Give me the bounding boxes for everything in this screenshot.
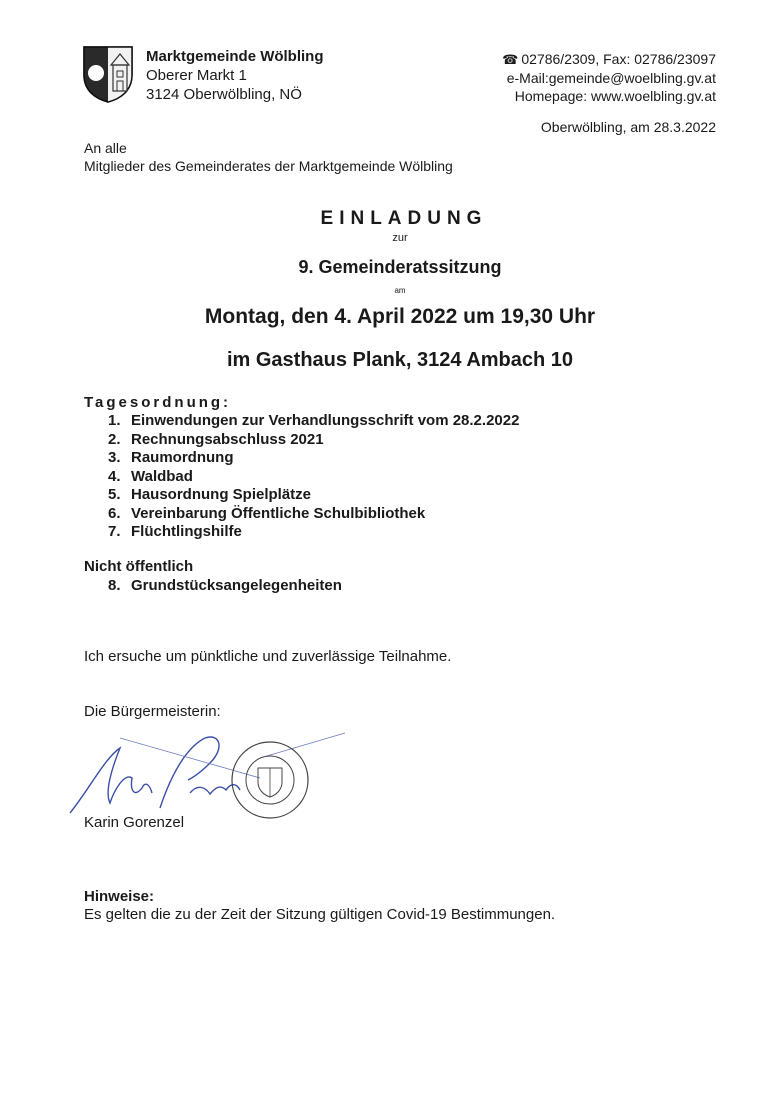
email: e-Mail:gemeinde@woelbling.gv.at [506, 70, 716, 86]
agenda-item: 2. Rechnungsabschluss 2021 [108, 430, 324, 448]
municipal-crest-icon [82, 45, 134, 103]
recipient [84, 139, 453, 175]
agenda-item: 5. Hausordnung Spielplätze [108, 486, 312, 503]
signature-name: Karin Gorenzel [84, 814, 185, 831]
agenda-list [108, 412, 519, 542]
recipient-line-2: Mitglieder des Gemeinderates der Marktgemeinde Wölbling [84, 158, 453, 174]
signature-stamp-icon [60, 718, 350, 828]
invitation-title: EINLADUNG [320, 208, 488, 229]
agenda-item: 1. Einwendungen zur Verhandlungsschrift vom 28.2.2022 [108, 412, 520, 429]
sender-city: 3124 Oberwölbling, NÖ [146, 86, 302, 103]
agenda-item: 7. Flüchtlingshilfe [108, 523, 242, 540]
sender-name: Marktgemeinde Wölbling [146, 48, 324, 65]
agenda-item: 3. Raumordnung [108, 449, 234, 466]
session-name: 9. Gemeinderatssitzung [298, 257, 502, 277]
date-line: Oberwölbling, am 28.3.2022 [540, 119, 716, 135]
attendance-request: Ich ersuche um pünktliche und zuverlässige Teilnahme. [84, 648, 452, 665]
invitation-zur: zur [392, 232, 408, 244]
recipient-line-1: An alle [84, 140, 127, 156]
phone-fax: 02786/2309, Fax: 02786/23097 [521, 51, 716, 67]
session-location: im Gasthaus Plank, 3124 Ambach 10 [226, 349, 574, 371]
invitation-am: am [394, 286, 406, 295]
agenda-item: 4. Waldbad [108, 467, 193, 485]
nonpublic-heading: Nicht öffentlich [84, 558, 194, 575]
hints-heading: Hinweise: [84, 888, 155, 905]
sender-street: Oberer Markt 1 [146, 67, 247, 84]
session-date-time: Montag, den 4. April 2022 um 19,30 Uhr [204, 305, 596, 328]
agenda-heading: Tagesordnung: [84, 394, 232, 411]
hints-text: Es gelten die zu der Zeit der Sitzung gültigen Covid-19 Bestimmungen. [84, 906, 556, 923]
agenda-item: 6. Vereinbarung Öffentliche Schulbibliothek [108, 504, 426, 522]
nonpublic-list [108, 577, 342, 594]
agenda-item: 8. Grundstücksangelegenheiten [108, 577, 342, 594]
homepage: Homepage: www.woelbling.gv.at [514, 88, 716, 104]
telephone-icon: ☎ [502, 52, 519, 67]
sender-address [146, 47, 324, 104]
signature-title: Die Bürgermeisterin: [84, 703, 221, 720]
contact-info [502, 50, 716, 105]
